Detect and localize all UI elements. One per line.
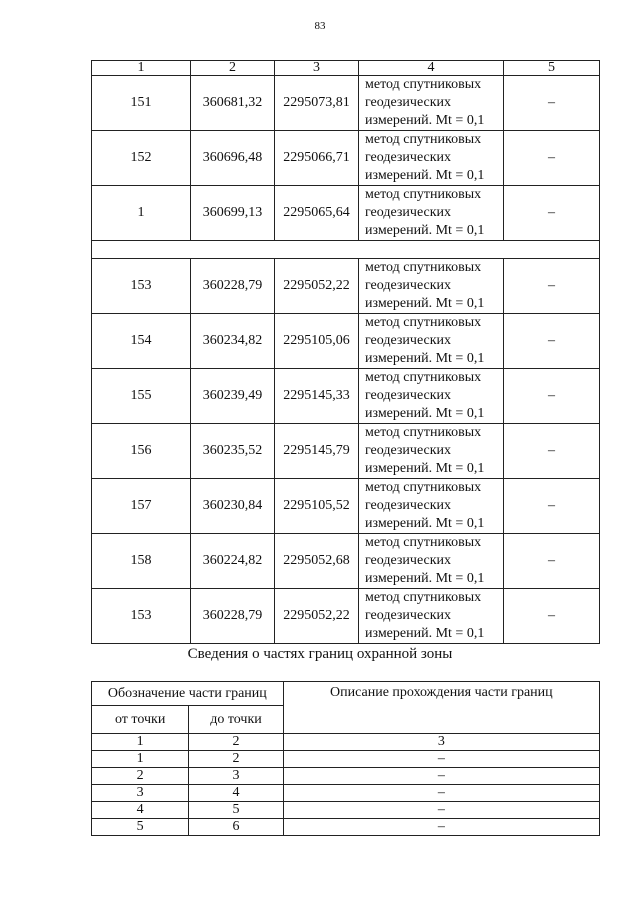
point-number-cell: 1: [92, 186, 191, 241]
y-coordinate-cell: 2295105,06: [275, 314, 359, 369]
method-text-line: метод спутниковых: [365, 132, 482, 147]
from-point-cell: 4: [92, 802, 189, 819]
method-text-line: метод спутниковых: [365, 187, 482, 202]
x-coordinate-cell: 360681,32: [191, 76, 275, 131]
description-header: Описание прохождения части границ: [283, 682, 599, 734]
point-number-cell: 157: [92, 479, 191, 534]
coordinates-table: [91, 60, 600, 644]
method-text-line: измерений. Mt = 0,1: [365, 223, 485, 238]
x-coordinate-cell: 360235,52: [191, 424, 275, 479]
x-coordinate-cell: 360228,79: [191, 259, 275, 314]
from-point-cell: 1: [92, 751, 189, 768]
from-point-cell: 2: [92, 768, 189, 785]
method-cell: [359, 479, 504, 534]
method-text-line: метод спутниковых: [365, 590, 482, 605]
method-cell: [359, 424, 504, 479]
y-coordinate-cell: 2295073,81: [275, 76, 359, 131]
method-text-line: метод спутниковых: [365, 260, 482, 275]
note-cell: –: [504, 314, 600, 369]
method-text-line: геодезических: [365, 553, 452, 568]
point-number-cell: 151: [92, 76, 191, 131]
to-point-header: до точки: [189, 706, 283, 734]
point-number-cell: 158: [92, 534, 191, 589]
table-row: [92, 479, 600, 534]
method-text-line: геодезических: [365, 150, 452, 165]
column-number: 2: [189, 734, 283, 751]
point-number-cell: 155: [92, 369, 191, 424]
to-point-cell: 5: [189, 802, 283, 819]
point-number-cell: 152: [92, 131, 191, 186]
method-text-line: геодезических: [365, 205, 452, 220]
note-cell: –: [504, 479, 600, 534]
method-text-line: геодезических: [365, 95, 452, 110]
table-row: [92, 589, 600, 644]
point-number-cell: 153: [92, 589, 191, 644]
column-number-row: [92, 734, 600, 751]
column-number: 2: [191, 61, 275, 76]
description-cell: –: [283, 751, 599, 768]
table-row: [92, 76, 600, 131]
to-point-cell: 4: [189, 785, 283, 802]
note-cell: –: [504, 186, 600, 241]
method-text-line: метод спутниковых: [365, 535, 482, 550]
x-coordinate-cell: 360239,49: [191, 369, 275, 424]
from-point-cell: 5: [92, 819, 189, 836]
y-coordinate-cell: 2295066,71: [275, 131, 359, 186]
method-text-line: измерений. Mt = 0,1: [365, 351, 485, 366]
table-row: [92, 819, 600, 836]
table-row: [92, 369, 600, 424]
section-title: Сведения о частях границ охранной зоны: [187, 646, 453, 662]
table-row: [92, 131, 600, 186]
method-text-line: геодезических: [365, 278, 452, 293]
x-coordinate-cell: 360228,79: [191, 589, 275, 644]
method-text-line: геодезических: [365, 443, 452, 458]
method-text-line: измерений. Mt = 0,1: [365, 406, 485, 421]
method-cell: [359, 131, 504, 186]
column-number: 3: [275, 61, 359, 76]
column-number: 5: [504, 61, 600, 76]
method-text-line: измерений. Mt = 0,1: [365, 168, 485, 183]
page-number: 83: [314, 20, 326, 32]
method-text-line: метод спутниковых: [365, 370, 482, 385]
description-cell: –: [283, 802, 599, 819]
table-row: [92, 751, 600, 768]
column-number: 1: [92, 734, 189, 751]
point-number-cell: 154: [92, 314, 191, 369]
y-coordinate-cell: 2295105,52: [275, 479, 359, 534]
method-cell: [359, 76, 504, 131]
x-coordinate-cell: 360234,82: [191, 314, 275, 369]
x-coordinate-cell: 360696,48: [191, 131, 275, 186]
note-cell: –: [504, 534, 600, 589]
column-number: 3: [283, 734, 599, 751]
table-row: [92, 534, 600, 589]
note-cell: –: [504, 369, 600, 424]
note-cell: –: [504, 76, 600, 131]
to-point-cell: 3: [189, 768, 283, 785]
boundary-parts-table: [91, 681, 600, 836]
header-row: [92, 682, 600, 706]
method-text-line: измерений. Mt = 0,1: [365, 296, 485, 311]
method-cell: [359, 534, 504, 589]
method-text-line: метод спутниковых: [365, 425, 482, 440]
point-number-cell: 156: [92, 424, 191, 479]
column-number: 4: [359, 61, 504, 76]
boundary-part-designation-header: Обозначение части границ: [92, 682, 284, 706]
y-coordinate-cell: 2295052,68: [275, 534, 359, 589]
from-point-header: от точки: [92, 706, 189, 734]
table-row: [92, 424, 600, 479]
point-number-cell: 153: [92, 259, 191, 314]
note-cell: –: [504, 424, 600, 479]
method-cell: [359, 314, 504, 369]
column-number-row: [92, 61, 600, 76]
table-row: [92, 802, 600, 819]
method-text-line: измерений. Mt = 0,1: [365, 516, 485, 531]
table-row: [92, 259, 600, 314]
method-cell: [359, 589, 504, 644]
method-text-line: измерений. Mt = 0,1: [365, 571, 485, 586]
method-cell: [359, 186, 504, 241]
method-cell: [359, 369, 504, 424]
table-row: [92, 314, 600, 369]
y-coordinate-cell: 2295065,64: [275, 186, 359, 241]
method-text-line: метод спутниковых: [365, 315, 482, 330]
method-text-line: метод спутниковых: [365, 480, 482, 495]
y-coordinate-cell: 2295052,22: [275, 589, 359, 644]
table-row: [92, 768, 600, 785]
method-text-line: геодезических: [365, 498, 452, 513]
method-text-line: геодезических: [365, 333, 452, 348]
separator-cell: [92, 241, 600, 259]
contour-separator-row: [92, 241, 600, 259]
method-text-line: геодезических: [365, 388, 452, 403]
note-cell: –: [504, 259, 600, 314]
method-text-line: измерений. Mt = 0,1: [365, 461, 485, 476]
y-coordinate-cell: 2295145,79: [275, 424, 359, 479]
description-cell: –: [283, 785, 599, 802]
x-coordinate-cell: 360224,82: [191, 534, 275, 589]
from-point-cell: 3: [92, 785, 189, 802]
to-point-cell: 6: [189, 819, 283, 836]
method-text-line: геодезических: [365, 608, 452, 623]
description-cell: –: [283, 768, 599, 785]
table-row: [92, 785, 600, 802]
description-cell: –: [283, 819, 599, 836]
to-point-cell: 2: [189, 751, 283, 768]
table-row: [92, 186, 600, 241]
note-cell: –: [504, 131, 600, 186]
y-coordinate-cell: 2295052,22: [275, 259, 359, 314]
method-text-line: измерений. Mt = 0,1: [365, 626, 485, 641]
method-cell: [359, 259, 504, 314]
method-text-line: метод спутниковых: [365, 77, 482, 92]
y-coordinate-cell: 2295145,33: [275, 369, 359, 424]
x-coordinate-cell: 360699,13: [191, 186, 275, 241]
column-number: 1: [92, 61, 191, 76]
note-cell: –: [504, 589, 600, 644]
method-text-line: измерений. Mt = 0,1: [365, 113, 485, 128]
x-coordinate-cell: 360230,84: [191, 479, 275, 534]
